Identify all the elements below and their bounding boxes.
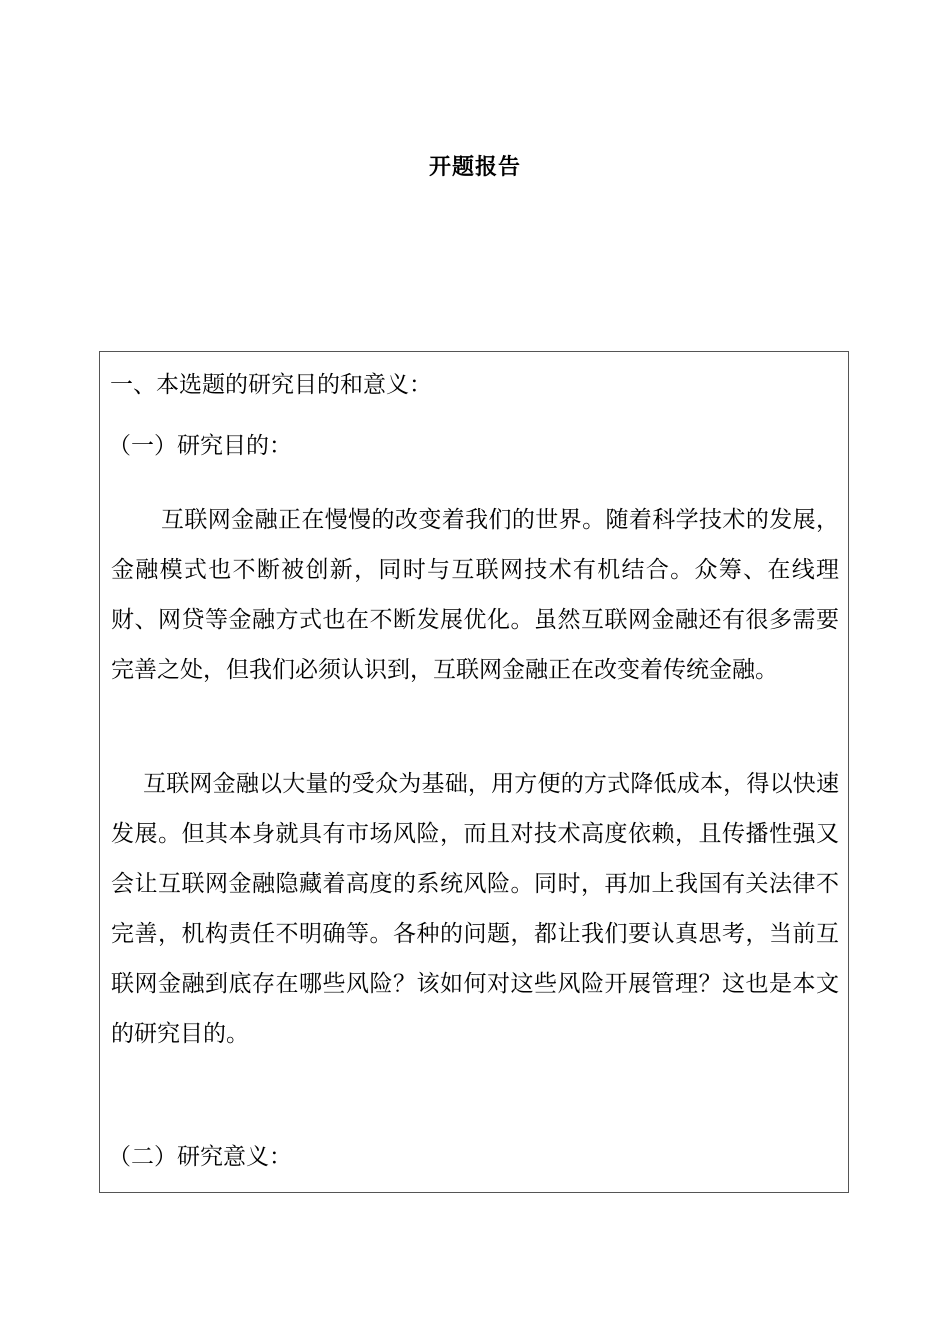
paragraph-purpose-1: 互联网金融正在慢慢的改变着我们的世界。随着科学技术的发展，金融模式也不断被创新，同时与互联网技术有机结合。众筹、在线理财、网贷等金融方式也在不断发展优化。虽然互联网金融还有很多需要完善之处，但我们必须认识到，互联网金融正在改变着传统金融。: [111, 507, 839, 683]
subsection-heading-purpose: （一）研究目的：: [108, 433, 292, 459]
subsection-heading-significance: （二）研究意义：: [108, 1144, 292, 1170]
page-title: 开题报告: [428, 155, 521, 180]
section-heading: 一、本选题的研究目的和意义：: [110, 372, 432, 398]
report-content-box: [99, 351, 849, 1193]
paragraph-purpose-2: 互联网金融以大量的受众为基础，用方便的方式降低成本，得以快速发展。但其本身就具有市场风险，而且对技术高度依赖，且传播性强又会让互联网金融隐藏着高度的系统风险。同时，再加上我国有关法律不完善，机构责任不明确等。各种的问题，都让我们要认真思考，当前互联网金融到底存在哪些风险？该如何对这些风险开展管理？这也是本文的研究目的。: [111, 771, 839, 1047]
